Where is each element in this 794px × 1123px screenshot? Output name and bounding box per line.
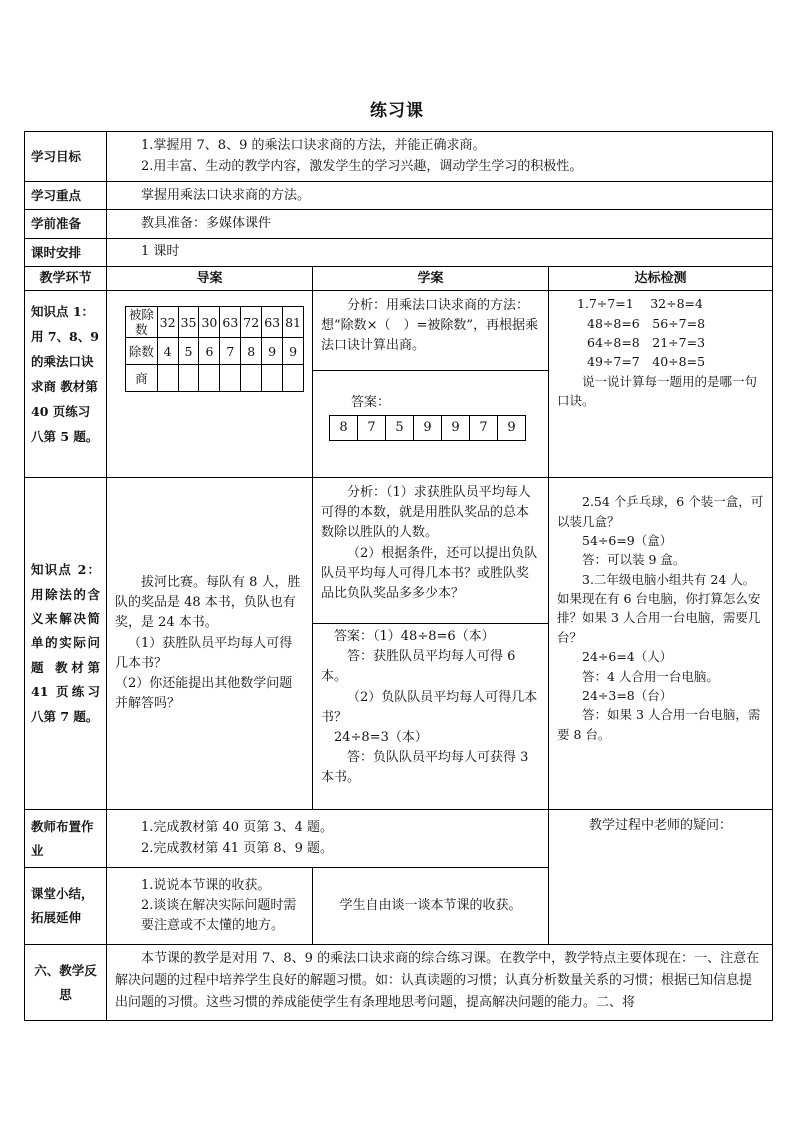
k1-check-line-1: 1.7÷7=1 32÷8=4 xyxy=(577,296,703,312)
k1-answer-cell: 9 xyxy=(442,416,470,441)
k2-check-3: 答：可以装 9 盒。 xyxy=(582,552,686,568)
summary-line-2: 2.谈谈在解决实际问题时需要注意或不太懂的地方。 xyxy=(141,898,297,934)
k2-answer-3: （2）负队队员平均每人可得几本书？ xyxy=(321,689,538,725)
header-study: 学案 xyxy=(313,267,549,291)
k2-check-4: 3.二年级电脑小组共有 24 人。如果现在有 6 台电脑，你打算怎么安排？如果 3 人合用一台电脑，需要几台？ xyxy=(557,571,761,645)
k1-check-line-2: 48÷8=6 56÷7=8 xyxy=(587,315,706,331)
reflection-row xyxy=(25,945,773,1021)
time-label: 课时安排 xyxy=(25,238,107,266)
k2-guide-p1: 拔河比赛。每队有 8 人，胜队的奖品是 48 本书，负队也有奖，是 24 本书。 xyxy=(115,575,301,631)
k1-cell: 5 xyxy=(178,338,199,365)
k2-check xyxy=(549,478,773,810)
k2-guide xyxy=(107,478,313,810)
k1-row-head: 除数 xyxy=(126,338,158,365)
focus-text: 掌握用乘法口诀求商的方法。 xyxy=(107,182,773,210)
header-guide: 导案 xyxy=(107,267,313,291)
k2-analysis-1: 分析：（1）求获胜队员平均每人可得的本数，就是用胜队奖品的总本数除以胜队的人数。 xyxy=(321,485,531,541)
k1-cell: 35 xyxy=(178,307,199,338)
header-stage: 教学环节 xyxy=(25,267,107,291)
k2-check-7: 24÷3=8（台） xyxy=(582,687,673,703)
summary-label: 课堂小结，拓展延伸 xyxy=(25,868,107,945)
k1-cell: 4 xyxy=(157,338,178,365)
k1-cell: 6 xyxy=(199,338,220,365)
header-check: 达标检测 xyxy=(549,267,773,291)
goal-line-1: 1.掌握用 7、8、9 的乘法口诀求商的方法，并能正确求商。 xyxy=(141,138,486,154)
k1-cell xyxy=(283,365,304,392)
k1-answer-table xyxy=(329,415,526,441)
k1-cell: 30 xyxy=(199,307,220,338)
time-text: 1 课时 xyxy=(107,238,773,266)
k1-check-line-3: 64÷8=8 21÷7=3 xyxy=(587,334,706,350)
k1-cell: 9 xyxy=(262,338,283,365)
k1-cell: 9 xyxy=(283,338,304,365)
summary-student: 学生自由谈一谈本节课的收获。 xyxy=(313,868,549,945)
k2-check-5: 24÷6=4（人） xyxy=(582,649,673,665)
teacher-doubt: 教学过程中老师的疑问： xyxy=(549,810,773,945)
k1-cell: 32 xyxy=(157,307,178,338)
time-row xyxy=(25,238,773,266)
reflection-content xyxy=(107,945,773,1021)
k1-answer-cell: 7 xyxy=(358,416,386,441)
k1-answer-cell: 8 xyxy=(330,416,358,441)
goal-line-2: 2.用丰富、生动的教学内容，激发学生的学习兴趣，调动学生学习的积极性。 xyxy=(141,158,583,174)
k2-study xyxy=(313,478,549,810)
k1-cell xyxy=(262,365,283,392)
k1-answer-cell: 7 xyxy=(470,416,498,441)
k1-cell xyxy=(241,365,262,392)
homework-line-2: 2.完成教材第 41 页第 8、9 题。 xyxy=(141,840,334,856)
goal-row xyxy=(25,132,773,182)
k1-cell: 7 xyxy=(220,338,241,365)
k1-check-line-4: 49÷7=7 40÷8=5 xyxy=(587,354,706,370)
k2-answer-1: 答案：（1）48÷8=6（本） xyxy=(334,629,495,645)
k1-cell xyxy=(178,365,199,392)
k1-cell: 81 xyxy=(283,307,304,338)
k2-answer-2: 答：获胜队员平均每人可得 6 本。 xyxy=(321,649,516,685)
homework-line-1: 1.完成教材第 40 页第 3、4 题。 xyxy=(141,820,334,836)
k1-cell xyxy=(199,365,220,392)
focus-label: 学习重点 xyxy=(25,182,107,210)
homework-content xyxy=(107,810,549,868)
k1-cell xyxy=(157,365,178,392)
k1-row-divisor xyxy=(126,338,304,365)
k1-cell xyxy=(220,365,241,392)
k1-study xyxy=(313,291,549,478)
k2-answer-5: 答：负队队员平均每人可获得 3 本书。 xyxy=(321,749,529,786)
k1-cell: 63 xyxy=(262,307,283,338)
goal-label: 学习目标 xyxy=(25,132,107,182)
reflection-text: 本节课的教学是对用 7、8、9 的乘法口诀求商的综合练习课。在教学中，教学特点主要体现在：一、注意在解决问题的过程中培养学生良好的解题习惯。如：认真读题的习惯；认真分析数量关系的习惯；根据已知信息提出问题的习惯。这些习惯的养成能使学生有条理地思考问题，提高解决问题的能力。二、将 xyxy=(115,951,760,1011)
k2-check-6: 答：4 人合用一台电脑。 xyxy=(582,668,719,684)
page-title: 练习课 xyxy=(370,101,424,121)
k1-check-line-5: 说一说计算每一题用的是哪一句口诀。 xyxy=(557,373,758,408)
k1-division-table xyxy=(125,306,304,392)
k2-answer-4: 24÷8=3（本） xyxy=(334,729,428,745)
k1-answer-label: 答案： xyxy=(351,395,391,411)
lesson-plan-table xyxy=(24,131,773,1021)
homework-row xyxy=(25,810,773,868)
summary-line-1: 1.说说本节课的收获。 xyxy=(141,877,271,893)
k1-cell: 8 xyxy=(241,338,262,365)
k2-guide-p2: （1）获胜队员平均每人可得几本书？ xyxy=(115,635,293,671)
k2-check-8: 答：如果 3 人合用一台电脑，需要 8 台。 xyxy=(557,707,761,742)
k1-guide xyxy=(107,291,313,478)
k1-row-quotient xyxy=(126,365,304,392)
k1-cell: 63 xyxy=(220,307,241,338)
k1-check xyxy=(549,291,773,478)
summary-content xyxy=(107,868,313,945)
k2-label: 知识点 2：用除法的含义来解决简单的实际问题 教材第 41 页练习八第 7 题。 xyxy=(25,478,107,810)
k1-label: 知识点 1：用 7、8、9 的乘法口诀求商 教材第 40 页练习八第 5 题。 xyxy=(25,291,107,478)
prep-label: 学前准备 xyxy=(25,210,107,238)
reflection-label: 六、教学反思 xyxy=(25,945,107,1021)
k2-check-1: 2.54 个乒乓球，6 个装一盒，可以装几盒？ xyxy=(557,494,764,529)
k1-row-dividend xyxy=(126,307,304,338)
k1-answer-cell: 9 xyxy=(498,416,526,441)
knowledge-point-2-row xyxy=(25,478,773,810)
k1-analysis: 分析：用乘法口诀求商的方法：想“除数×（ ）=被除数”，再根据乘法口诀计算出商。 xyxy=(321,298,539,354)
k2-analysis-2: （2）根据条件，还可以提出负队队员平均每人可得几本书？或胜队奖品比负队奖品多多少本？ xyxy=(321,545,538,601)
k1-answer-cell: 5 xyxy=(386,416,414,441)
k2-guide-p3: （2）你还能提出其他数学问题并解答吗？ xyxy=(115,675,293,711)
focus-row xyxy=(25,182,773,210)
prep-row xyxy=(25,210,773,238)
k1-cell: 72 xyxy=(241,307,262,338)
prep-text: 教具准备：多媒体课件 xyxy=(107,210,773,238)
goal-content xyxy=(107,132,773,182)
k2-check-2: 54÷6=9（盒） xyxy=(582,532,673,548)
homework-label: 教师布置作业 xyxy=(25,810,107,868)
knowledge-point-1-row xyxy=(25,291,773,478)
header-row xyxy=(25,267,773,291)
k1-row-head: 被除数 xyxy=(126,307,158,338)
k1-row-head: 商 xyxy=(126,365,158,392)
k1-answer-cell: 9 xyxy=(414,416,442,441)
